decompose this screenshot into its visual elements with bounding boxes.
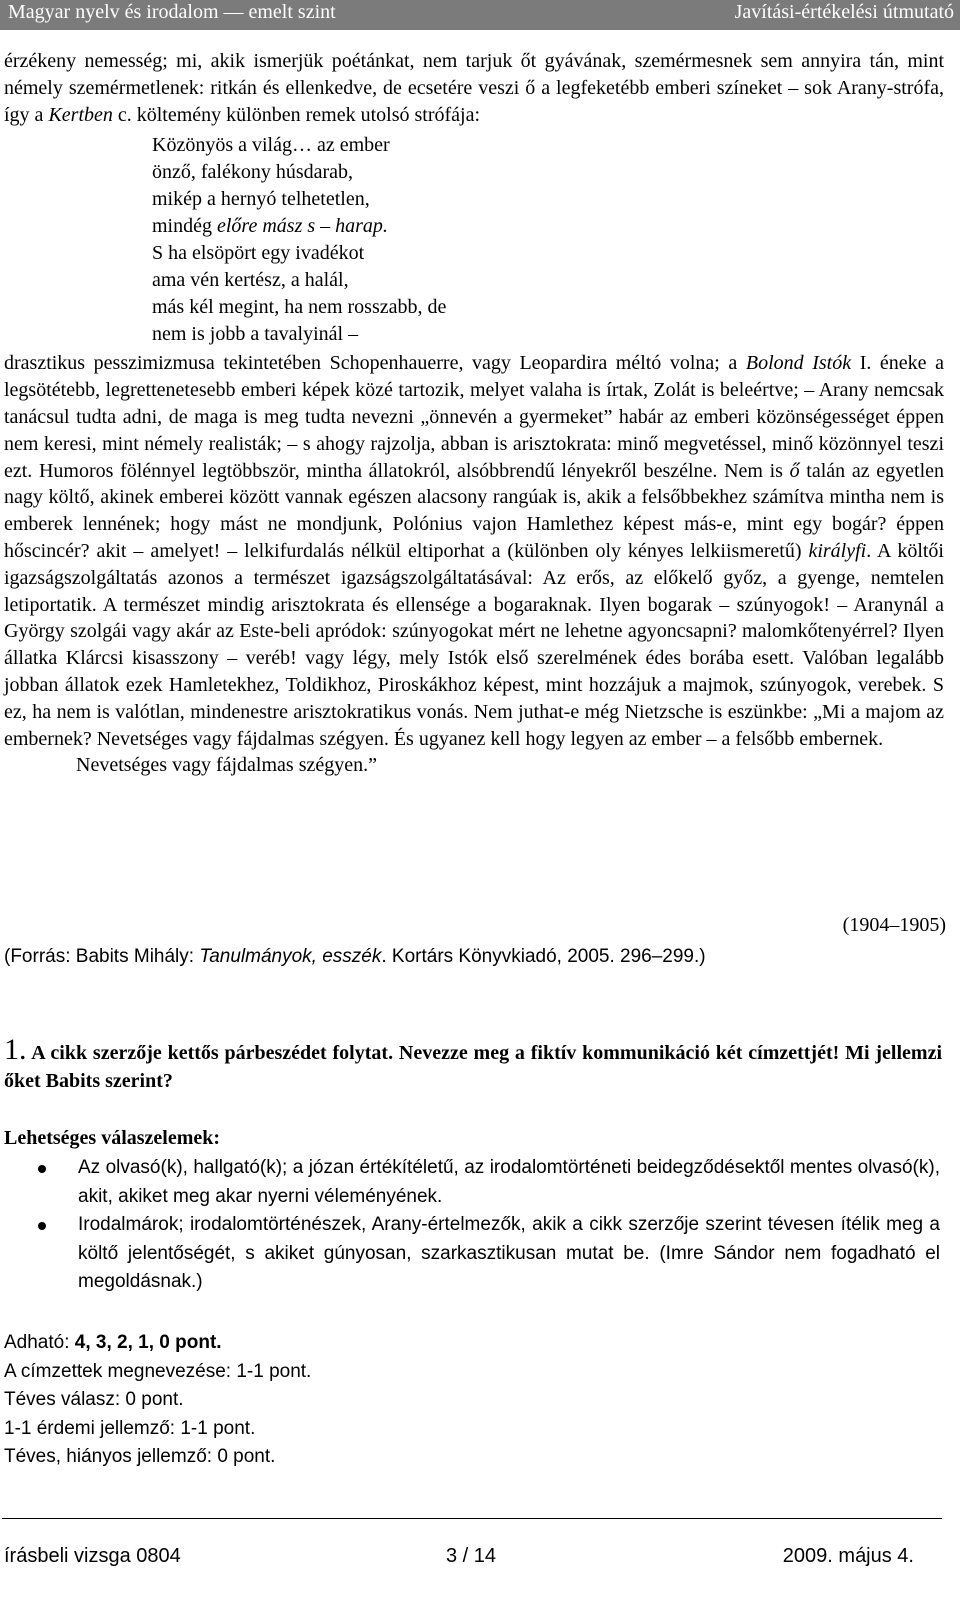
bullet-icon [38,1222,46,1230]
paragraph-1: érzékeny nemesség; mi, akik ismerjük poétánkat, nem tarjuk őt gyávának, szemérmesnek sem annyira tán, mint némely szemérmetlenek: ritkán és ellenkedve, de ecsetére veszi ő a legfeketébb emberi színeket – sok Arany-strófa, így a Kertben c. költemény különben remek utolsó strófája: [4,50,944,126]
poem-line: Közönyös a világ… az ember [152,134,390,157]
footer-divider [2,1518,942,1519]
poem-line: önző, falékony húsdarab, [152,161,354,184]
footer-date: 2009. május 4. [782,1545,914,1567]
footer-exam-id: írásbeli vizsga 0804 [4,1545,181,1567]
answers-title: Lehetséges válaszelemek: [4,1127,221,1149]
poem-line: nem is jobb a tavalyinál – [152,323,359,346]
answer-list [0,1154,940,1297]
paragraph-2: drasztikus pesszimizmusa tekintetében Schopenhauerre, vagy Leopardira méltó volna; a Bolond Istók I. éneke a legsötétebb, legrettenetesebb emberi képek közé tartozik, melyet valaha is írtak, Zolát is beleértve; – Arany nemcsak tanácsul tudta adni, de maga is meg tudta nevezni „önnevén a gyermeket” habár az emberi közönségességet éppen nem keresi, mint némely realisták; – s ahogy rajzolja, abban is arisztokrata: minő megvetéssel, minő közönnyel teszi ezt. Humoros fölénnyel legtöbbször, mintha állatokról, alsóbbrendű lényekről beszélne. Nem is ő talán az egyetlen nagy költő, akinek emberei között vannak egészen alacsony rangúak is, akik a felsőbbekhez számítva mintha nem is emberek lennének; hogy mást ne mondjunk, Polónius vajon Hamlethez képest más-e, mint egy bogár? éppen hőscincér? akit – amelyet! – lelkifurdalás nélkül eltiporhat a (különben oly kényes lelkiismeretű) királyfi. A költői igazságszolgáltatás azonos a természet igazságszolgáltatásával: Az erős, az előkelő győz, a gyenge, nemtelen letiportatik. A természet mindig arisztokrata és ellensége a bogaraknak. Ilyen bogarak – szúnyogok! – Aranynál a György szolgái vagy akár az Este-beli apródok: szúnyogokat mért ne lehetne agyoncsapni? malomkőtenyérrel? Ilyen állatka Klárcsi kisasszony – veréb! vagy légy, mely Istók első szerelmének édes borába esett. Valóban legalább jobban állatok ezek Hamletekhez, Toldikhoz, Piroskákhoz képest, mint hozzájuk a majmok, szúnyogok, verebek. S ez, ha nem is valótlan, mindenestre arisztokratikus vonás. Nem juthat-e még Nietzsche is eszünkbe: „Mi a majom az embernek? Nevetséges vagy fájdalmas szégyen. És ugyanez kell hogy legyen az ember – a felsőbb embernek. [4,352,945,750]
page-number: 3 / 14 [446,1545,497,1567]
scoring-line: Téves válasz: 0 pont. [4,1389,184,1410]
question-text: A cikk szerzője kettős párbeszédet folytat. Nevezze meg a fiktív kommunikáció két címzettjét! Mi jellemzi őket Babits szerint? [4,1042,942,1092]
scoring-line: A címzettek megnevezése: 1-1 pont. [4,1360,312,1382]
page-header [0,0,960,30]
list-item: Az olvasó(k), hallgató(k); a józan értékítéletű, az irodalomtörténeti beidegződésektől mentes olvasó(k), akit, akiket meg akar nyerni véleményének. [0,1154,940,1211]
poem-line: mindég előre mász s – harap. [152,215,388,238]
source-citation: (Forrás: Babits Mihály: Tanulmányok, esszék. Kortárs Könyvkiadó, 2005. 296–299.) [4,946,706,967]
essay-date: (1904–1905) [842,914,946,936]
poem-line: ama vén kertész, a halál, [152,269,349,292]
scoring-line: 1-1 érdemi jellemző: 1-1 pont. [4,1417,256,1439]
header-left: Magyar nyelv és irodalom — emelt szint [8,1,336,23]
poem-quote [152,132,944,348]
header-right: Javítási-értékelési útmutató [734,1,954,23]
paragraph-3: Nevetséges vagy fájdalmas szégyen.” [76,754,377,777]
poem-line: S ha elsöpört egy ivadékot [152,242,365,265]
essay-excerpt [4,48,944,779]
question-number: 1. [4,1033,27,1066]
bullet-icon [38,1165,46,1173]
poem-line: más kél megint, ha nem rosszabb, de [152,296,447,319]
scoring-rules [4,1329,311,1472]
scoring-line: Téves, hiányos jellemző: 0 pont. [4,1446,276,1467]
poem-line: mikép a hernyó telhetetlen, [152,188,370,211]
scoring-line: Adható: 4, 3, 2, 1, 0 pont. [4,1332,222,1353]
list-item: Irodalmárok; irodalomtörténészek, Arany-értelmezők, akik a cikk szerzője szerint tévesen ítélik meg a költő jelentőségét, s akiket gúnyosan, szarkasztikusan mutat be. (Imre Sándor nem fogadható el megoldásnak.) [0,1211,940,1297]
question-1 [4,1033,942,1095]
